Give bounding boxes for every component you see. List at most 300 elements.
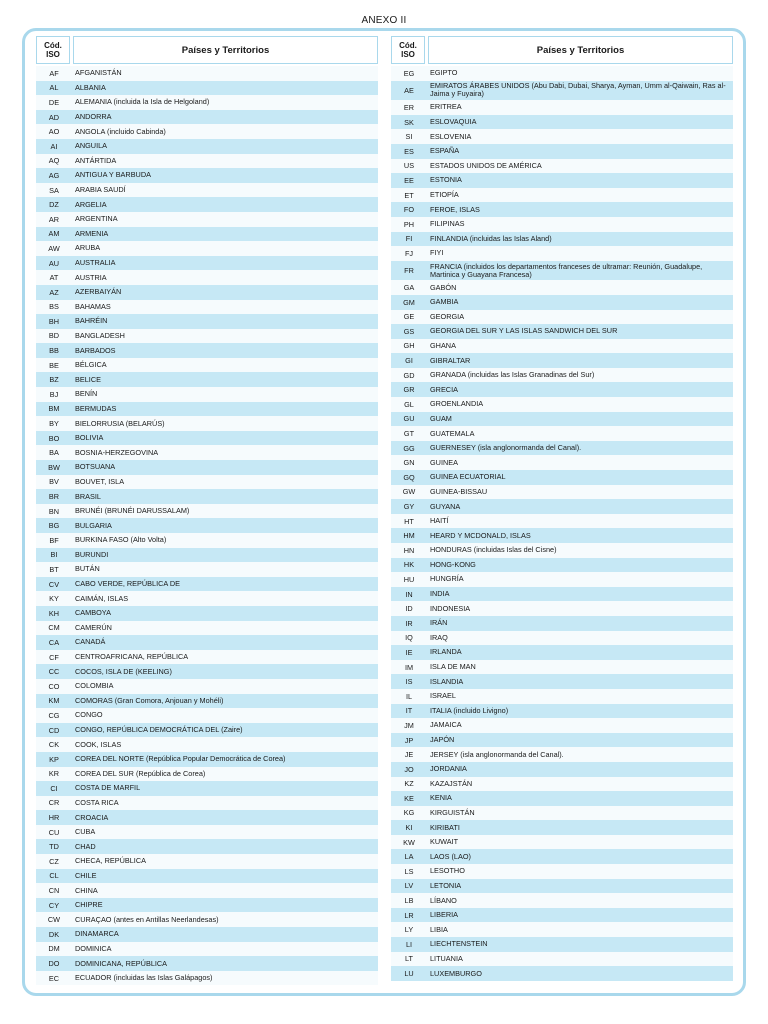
- country-name: ESTADOS UNIDOS DE AMÉRICA: [430, 160, 542, 170]
- iso-code: DE: [48, 97, 60, 107]
- table-row: [36, 270, 378, 285]
- table-header: [391, 36, 733, 64]
- table-row: [36, 183, 378, 198]
- country-name: DOMINICA: [75, 943, 112, 953]
- iso-code: KI: [405, 823, 413, 833]
- country-name: BULGARIA: [75, 520, 112, 530]
- iso-code: CU: [48, 827, 60, 837]
- country-name: ECUADOR (incluidas las Islas Galápagos): [75, 973, 213, 983]
- iso-code: IE: [405, 647, 413, 657]
- table-row: [36, 869, 378, 884]
- country-name: GEORGIA DEL SUR Y LAS ISLAS SANDWICH DEL SUR: [430, 326, 618, 336]
- country-name: COREA DEL SUR (República de Corea): [75, 768, 206, 778]
- country-name: CHIPRE: [75, 900, 103, 910]
- country-name: LIECHTENSTEIN: [430, 939, 488, 949]
- country-name: ARMENIA: [75, 228, 109, 238]
- table-row: [36, 95, 378, 110]
- country-name: BENÍN: [75, 389, 98, 399]
- iso-code: BO: [48, 433, 60, 443]
- iso-code: KY: [49, 594, 59, 604]
- country-name: LUXEMBURGO: [430, 968, 482, 978]
- table-row: [36, 621, 378, 636]
- table-row: [391, 966, 733, 981]
- country-name: ARGELIA: [75, 199, 107, 209]
- country-name: ANTIGUA Y BARBUDA: [75, 170, 151, 180]
- iso-code: GD: [403, 370, 415, 380]
- country-name: ARGENTINA: [75, 214, 118, 224]
- table-row: [36, 562, 378, 577]
- table-row: [36, 650, 378, 665]
- country-name: COOK, ISLAS: [75, 739, 122, 749]
- iso-code: CK: [48, 740, 60, 750]
- table-row: [36, 81, 378, 96]
- table-row: [36, 533, 378, 548]
- country-name: KUWAIT: [430, 837, 459, 847]
- table-row: [391, 217, 733, 232]
- table-row: [391, 922, 733, 937]
- iso-code: GI: [405, 356, 413, 366]
- table-row: [391, 937, 733, 952]
- table-row: [391, 470, 733, 485]
- table-row: [391, 115, 733, 130]
- country-name: BAHAMAS: [75, 301, 111, 311]
- iso-code: IN: [405, 589, 413, 599]
- table-row: [391, 202, 733, 217]
- country-name: COCOS, ISLA DE (KEELING): [75, 666, 172, 676]
- iso-code: CG: [48, 710, 60, 720]
- iso-code: IT: [405, 706, 413, 716]
- country-name: GAMBIA: [430, 297, 459, 307]
- table-row: [36, 781, 378, 796]
- iso-code: ER: [403, 102, 415, 112]
- country-name: ANGUILA: [75, 141, 108, 151]
- table-row: [36, 796, 378, 811]
- country-name: AZERBAIYÁN: [75, 287, 122, 297]
- country-name: HAITÍ: [430, 516, 449, 526]
- table-row: [391, 246, 733, 261]
- iso-code: HK: [403, 560, 415, 570]
- table-row: [36, 708, 378, 723]
- country-name: LESOTHO: [430, 866, 465, 876]
- iso-code: SK: [404, 117, 414, 127]
- table-row: [36, 314, 378, 329]
- country-name: GUATEMALA: [430, 428, 475, 438]
- iso-code: HT: [404, 516, 414, 526]
- country-name: CHAD: [75, 841, 96, 851]
- country-name: CONGO: [75, 710, 103, 720]
- table-row: [391, 879, 733, 894]
- country-name: BOLIVIA: [75, 433, 104, 443]
- country-name: FIYI: [430, 248, 444, 258]
- header-country-name: Países y Territorios: [73, 36, 378, 64]
- table-row: [391, 426, 733, 441]
- table-row: [391, 514, 733, 529]
- country-name: HUNGRÍA: [430, 574, 464, 584]
- table-row: [391, 587, 733, 602]
- country-name: BÉLGICA: [75, 360, 107, 370]
- country-name: FILIPINAS: [430, 219, 465, 229]
- iso-code: EE: [404, 175, 414, 185]
- iso-code: GW: [402, 487, 416, 497]
- iso-code: FR: [404, 266, 414, 276]
- iso-code: LS: [404, 866, 414, 876]
- iso-code: EC: [48, 973, 60, 983]
- country-name: CABO VERDE, REPÚBLICA DE: [75, 579, 181, 589]
- table-row: [391, 295, 733, 310]
- country-name: GUERNESEY (isla anglonormanda del Canal).: [430, 443, 582, 453]
- header-iso-code: Cód. ISO: [36, 36, 70, 64]
- iso-code: KG: [403, 808, 415, 818]
- table-row: [391, 499, 733, 514]
- iso-code: CM: [48, 623, 60, 633]
- country-name: CENTROAFRICANA, REPÚBLICA: [75, 652, 189, 662]
- country-name: GROENLANDIA: [430, 399, 484, 409]
- country-name: FEROE, ISLAS: [430, 204, 480, 214]
- iso-code: HR: [48, 813, 60, 823]
- iso-code: SA: [49, 185, 59, 195]
- country-name: GUINEA ECUATORIAL: [430, 472, 506, 482]
- country-name: EGIPTO: [430, 68, 458, 78]
- table-row: [391, 159, 733, 174]
- iso-code: FI: [405, 234, 413, 244]
- country-name: CURAÇAO (antes en Antillas Neerlandesas): [75, 914, 219, 924]
- iso-code: BI: [50, 550, 58, 560]
- country-name: JAMAICA: [430, 720, 462, 730]
- table-row: [391, 412, 733, 427]
- country-name: INDIA: [430, 589, 450, 599]
- country-name: BURKINA FASO (Alto Volta): [75, 535, 167, 545]
- country-name: ALBANIA: [75, 82, 106, 92]
- table-row: [36, 168, 378, 183]
- iso-code: TD: [49, 842, 59, 852]
- country-name: ALEMANIA (incluida la Isla de Helgoland): [75, 97, 210, 107]
- table-row: [391, 455, 733, 470]
- iso-code: GA: [403, 283, 415, 293]
- iso-code: BJ: [49, 389, 59, 399]
- country-name: CHINA: [75, 885, 98, 895]
- iso-code: BB: [49, 346, 59, 356]
- table-row: [391, 674, 733, 689]
- country-name: BOSNIA-HERZEGOVINA: [75, 447, 159, 457]
- iso-code: JO: [404, 764, 414, 774]
- iso-code: DM: [48, 944, 60, 954]
- table-row: [391, 733, 733, 748]
- iso-code: BZ: [49, 375, 59, 385]
- iso-code: GR: [403, 385, 415, 395]
- iso-code: AT: [49, 273, 59, 283]
- table-row: [391, 368, 733, 383]
- table-row: [391, 777, 733, 792]
- iso-code: AZ: [49, 287, 59, 297]
- table-row: [36, 475, 378, 490]
- country-name: BURUNDI: [75, 549, 109, 559]
- table-row: [36, 256, 378, 271]
- country-name: JERSEY (isla anglonormanda del Canal).: [430, 749, 564, 759]
- table-row: [391, 543, 733, 558]
- iso-code: KZ: [404, 779, 414, 789]
- iso-code: GH: [403, 341, 415, 351]
- iso-code: BT: [49, 564, 59, 574]
- table-row: [36, 912, 378, 927]
- table-row: [36, 956, 378, 971]
- iso-code: KH: [48, 608, 60, 618]
- table-row: [391, 441, 733, 456]
- table-row: [36, 445, 378, 460]
- iso-code: BD: [48, 331, 60, 341]
- country-name: AFGANISTÁN: [75, 68, 122, 78]
- table-row: [36, 372, 378, 387]
- iso-code: IM: [404, 662, 414, 672]
- country-name: HONG-KONG: [430, 559, 476, 569]
- table-row: [36, 548, 378, 563]
- iso-code: GM: [403, 297, 415, 307]
- iso-code: BV: [49, 477, 59, 487]
- table-row: [391, 558, 733, 573]
- iso-code: CC: [48, 667, 60, 677]
- table-row: [36, 752, 378, 767]
- table-row: [391, 188, 733, 203]
- country-name: AUSTRALIA: [75, 258, 116, 268]
- table-row: [36, 606, 378, 621]
- country-name: GEORGIA: [430, 311, 465, 321]
- table-row: [36, 679, 378, 694]
- country-name: LETONIA: [430, 880, 462, 890]
- country-name: ISLA DE MAN: [430, 662, 476, 672]
- table-row: [36, 694, 378, 709]
- table-row: [36, 737, 378, 752]
- iso-code: GY: [403, 502, 415, 512]
- table-row: [391, 81, 733, 101]
- country-name: FRANCIA (incluidos los departamentos franceses de ultramar: Reunión, Guadalupe, Martinica y Guayana Francesa): [430, 261, 703, 279]
- iso-code: AU: [48, 258, 60, 268]
- table-row: [36, 329, 378, 344]
- table-row: [36, 942, 378, 957]
- table-row: [391, 324, 733, 339]
- iso-code: CY: [48, 900, 60, 910]
- table-row: [391, 66, 733, 81]
- country-name: BOUVET, ISLA: [75, 476, 125, 486]
- table-row: [36, 810, 378, 825]
- country-list-right: [391, 66, 733, 981]
- table-row: [36, 402, 378, 417]
- table-row: [36, 227, 378, 242]
- country-name: CHILE: [75, 870, 97, 880]
- iso-code: AR: [48, 214, 60, 224]
- country-name: COSTA RICA: [75, 797, 119, 807]
- country-name: KIRGUISTÁN: [430, 807, 475, 817]
- iso-code: JE: [404, 750, 414, 760]
- country-name: CUBA: [75, 827, 96, 837]
- country-name: CROACIA: [75, 812, 109, 822]
- iso-code: AE: [404, 85, 414, 95]
- table-header: [36, 36, 378, 64]
- country-name: ANGOLA (incluido Cabinda): [75, 126, 166, 136]
- iso-code: CZ: [49, 856, 59, 866]
- table-row: [36, 416, 378, 431]
- iso-code: BA: [49, 448, 59, 458]
- country-name: FINLANDIA (incluidas las Islas Aland): [430, 233, 552, 243]
- iso-code: KW: [403, 837, 415, 847]
- country-name: GRECIA: [430, 384, 458, 394]
- country-name: BAHRÉIN: [75, 316, 108, 326]
- iso-code: AG: [48, 170, 60, 180]
- left-column: [36, 36, 378, 985]
- country-name: JAPÓN: [430, 735, 455, 745]
- iso-code: AI: [50, 141, 58, 151]
- iso-code: AQ: [48, 156, 60, 166]
- country-name: CONGO, REPÚBLICA DEMOCRÁTICA DEL (Zaire): [75, 725, 243, 735]
- iso-code: HN: [403, 545, 415, 555]
- iso-code: BN: [48, 506, 60, 516]
- table-row: [36, 504, 378, 519]
- iso-code: BE: [49, 360, 59, 370]
- table-row: [391, 718, 733, 733]
- table-row: [36, 66, 378, 81]
- iso-code: CI: [50, 783, 58, 793]
- table-row: [391, 660, 733, 675]
- country-name: CAIMÁN, ISLAS: [75, 593, 129, 603]
- country-name: GIBRALTAR: [430, 355, 471, 365]
- country-name: GHANA: [430, 340, 456, 350]
- table-row: [36, 518, 378, 533]
- country-name: BANGLADESH: [75, 330, 125, 340]
- table-row: [36, 139, 378, 154]
- country-name: COREA DEL NORTE (República Popular Democrática de Corea): [75, 754, 286, 764]
- iso-code: CN: [48, 886, 60, 896]
- table-row: [391, 280, 733, 295]
- country-name: LIBIA: [430, 924, 448, 934]
- table-row: [36, 489, 378, 504]
- table-row: [36, 358, 378, 373]
- country-name: ISLANDIA: [430, 676, 464, 686]
- country-name: GUAM: [430, 413, 452, 423]
- country-name: IRÁN: [430, 618, 448, 628]
- iso-code: BH: [48, 316, 60, 326]
- country-list-left: [36, 66, 378, 985]
- iso-code: GN: [403, 458, 415, 468]
- iso-code: KR: [48, 769, 60, 779]
- iso-code: CO: [48, 681, 60, 691]
- country-name: ITALIA (incluido Livigno): [430, 705, 509, 715]
- table-row: [391, 864, 733, 879]
- iso-code: GL: [404, 399, 414, 409]
- iso-code: IL: [405, 691, 413, 701]
- iso-code: JP: [404, 735, 414, 745]
- iso-code: IR: [405, 618, 413, 628]
- country-name: ESLOVAQUIA: [430, 117, 477, 127]
- table-row: [36, 300, 378, 315]
- table-row: [36, 854, 378, 869]
- iso-code: BR: [48, 492, 60, 502]
- iso-code: DZ: [49, 200, 59, 210]
- country-name: CAMBOYA: [75, 608, 111, 618]
- table-row: [36, 241, 378, 256]
- country-name: COSTA DE MARFIL: [75, 783, 141, 793]
- iso-code: GQ: [403, 472, 415, 482]
- country-name: BOTSUANA: [75, 462, 116, 472]
- table-row: [36, 898, 378, 913]
- table-row: [391, 616, 733, 631]
- table-row: [391, 645, 733, 660]
- iso-code: ET: [404, 190, 414, 200]
- table-row: [36, 124, 378, 139]
- iso-code: BF: [49, 535, 59, 545]
- country-name: BERMUDAS: [75, 403, 117, 413]
- iso-code: ID: [405, 604, 413, 614]
- iso-code: HM: [403, 531, 415, 541]
- iso-code: US: [403, 161, 415, 171]
- table-row: [391, 791, 733, 806]
- iso-code: BW: [48, 462, 60, 472]
- iso-code: LU: [404, 969, 414, 979]
- table-row: [36, 839, 378, 854]
- country-name: ARABIA SAUDÍ: [75, 185, 126, 195]
- country-name: DINAMARCA: [75, 929, 119, 939]
- iso-code: LT: [405, 954, 413, 964]
- table-row: [391, 353, 733, 368]
- table-row: [391, 631, 733, 646]
- country-name: AUSTRIA: [75, 272, 107, 282]
- country-name: GRANADA (incluidas las Islas Granadinas del Sur): [430, 370, 595, 380]
- country-name: ERITREA: [430, 102, 462, 112]
- country-name: LITUANIA: [430, 953, 463, 963]
- iso-code: ES: [404, 146, 414, 156]
- table-row: [36, 591, 378, 606]
- iso-code: CD: [48, 725, 60, 735]
- table-row: [391, 232, 733, 247]
- page-title: ANEXO II: [361, 15, 407, 26]
- country-name: BRASIL: [75, 491, 101, 501]
- table-row: [36, 883, 378, 898]
- country-name: CHECA, REPÚBLICA: [75, 856, 146, 866]
- table-row: [36, 971, 378, 986]
- country-name: HONDURAS (incluidas Islas del Cisne): [430, 545, 557, 555]
- country-name: ANDORRA: [75, 112, 112, 122]
- table-row: [36, 664, 378, 679]
- table-row: [391, 310, 733, 325]
- iso-code: KP: [49, 754, 59, 764]
- country-name: JORDANIA: [430, 764, 467, 774]
- iso-code: LY: [404, 925, 414, 935]
- country-name: IRLANDA: [430, 647, 462, 657]
- iso-code: AL: [49, 83, 59, 93]
- iso-code: KE: [404, 793, 414, 803]
- iso-code: CR: [48, 798, 60, 808]
- iso-code: KM: [48, 696, 60, 706]
- table-row: [391, 908, 733, 923]
- country-name: BELICE: [75, 374, 101, 384]
- country-name: ISRAEL: [430, 691, 456, 701]
- table-row: [391, 689, 733, 704]
- iso-code: BM: [48, 404, 60, 414]
- iso-code: SI: [405, 132, 413, 142]
- iso-code: DO: [48, 959, 60, 969]
- iso-code: CV: [48, 579, 60, 589]
- table-row: [391, 952, 733, 967]
- iso-code: AW: [48, 243, 60, 253]
- country-name: KENIA: [430, 793, 452, 803]
- table-row: [391, 339, 733, 354]
- country-name: CANADÁ: [75, 637, 106, 647]
- table-row: [391, 528, 733, 543]
- table-row: [391, 100, 733, 115]
- iso-code: HU: [403, 574, 415, 584]
- iso-code: GU: [403, 414, 415, 424]
- iso-code: PH: [403, 219, 415, 229]
- table-row: [391, 835, 733, 850]
- country-name: COMORAS (Gran Comora, Anjouan y Mohéli): [75, 695, 224, 705]
- table-row: [391, 129, 733, 144]
